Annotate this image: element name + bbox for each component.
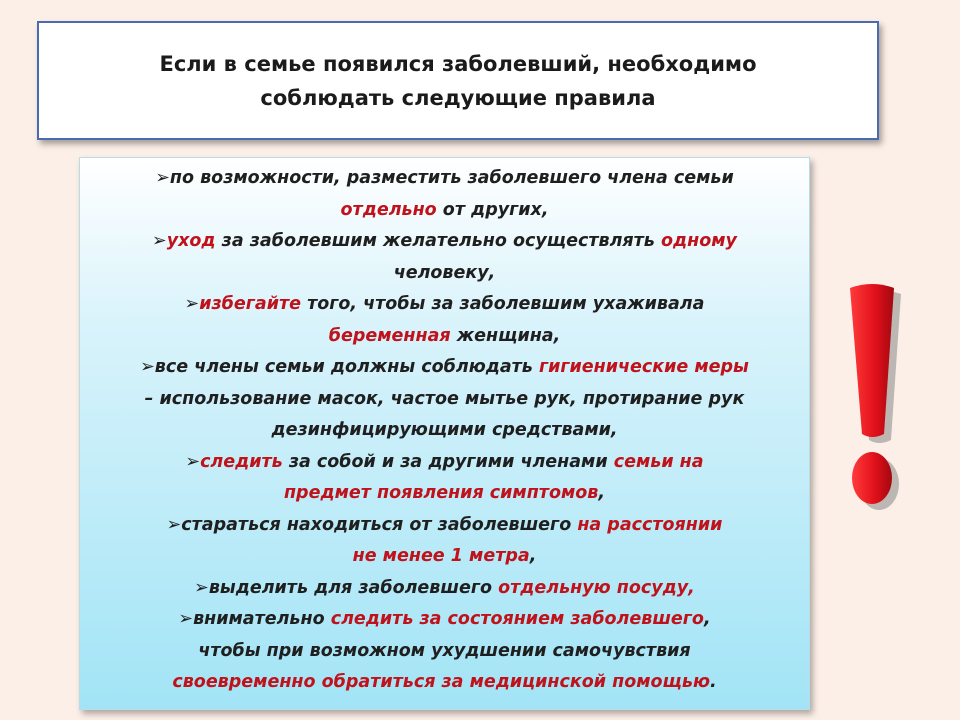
rule-8-highlight-2: своевременно обратиться за медицинской помощью	[172, 672, 710, 692]
bullet-arrow-icon: ➢	[155, 168, 170, 188]
bullet-arrow-icon: ➢	[140, 357, 155, 377]
rule-2-text-1: за заболевшим желательно осуществлять	[221, 231, 655, 251]
rule-6-highlight-1: на расстоянии	[577, 514, 723, 535]
rule-4-text-2: – использование масок, частое мытье рук, протирание рук	[144, 388, 745, 409]
rule-3	[86, 289, 803, 352]
rule-4-text-1: все члены семьи должны соблюдать	[154, 357, 533, 377]
exclamation-dot	[852, 452, 892, 504]
rule-2-highlight-2: одному	[660, 231, 737, 251]
rule-3-text-2: женщина,	[456, 325, 561, 346]
rule-8-text-1: внимательно	[193, 609, 325, 629]
rule-3-text-1: того, чтобы за заболевшим ухаживала	[307, 294, 705, 314]
rule-3-highlight-2: беременная	[328, 325, 451, 346]
rule-1-text-2: от других,	[442, 199, 549, 220]
rule-6-text-2: ,	[529, 546, 537, 566]
title-line-1: Если в семье появился заболевший, необходимо	[159, 51, 757, 76]
bullet-arrow-icon: ➢	[166, 514, 182, 535]
rule-2-text-2: человеку,	[393, 262, 496, 283]
rule-8-highlight-1: следить за состоянием заболевшего	[330, 609, 704, 629]
rule-4	[86, 352, 803, 447]
exclamation-mark-icon	[836, 278, 906, 518]
rule-8-text-3: чтобы при возможном ухудшении самочувствия	[198, 640, 691, 661]
title-box	[37, 21, 879, 140]
bullet-arrow-icon: ➢	[194, 577, 209, 598]
rule-6-highlight-2: не менее 1 метра	[352, 546, 530, 566]
bullet-arrow-icon: ➢	[178, 609, 194, 629]
rule-5-highlight-3: предмет появления симптомов	[283, 483, 599, 503]
rule-1-highlight-1: отдельно	[340, 199, 437, 220]
rule-5-text-2: ,	[598, 483, 606, 503]
rule-5-highlight-2: семьи на	[613, 451, 704, 472]
rule-3-highlight-1: избегайте	[199, 294, 301, 314]
slide-title	[159, 47, 756, 115]
rule-1	[86, 163, 803, 226]
rule-8	[86, 604, 803, 699]
rule-7-highlight-1: отдельную посуду,	[498, 577, 695, 598]
bullet-arrow-icon: ➢	[152, 231, 167, 251]
rule-7	[86, 573, 803, 605]
rule-4-text-3: дезинфицирующими средствами,	[271, 420, 618, 440]
rule-8-text-2: ,	[703, 609, 711, 629]
rule-6	[86, 510, 803, 573]
rule-7-text-1: выделить для заболевшего	[208, 577, 492, 598]
rule-5-text-1: за собой и за другими членами	[288, 451, 608, 472]
bullet-arrow-icon: ➢	[185, 451, 201, 472]
rule-5-highlight-1: следить	[200, 451, 283, 472]
rule-2	[86, 226, 803, 289]
rule-1-text-1: по возможности, разместить заболевшего члена семьи	[169, 168, 734, 188]
rules-box	[79, 157, 810, 710]
title-line-2: соблюдать следующие правила	[260, 85, 656, 110]
rule-2-highlight-1: уход	[166, 231, 216, 251]
rule-6-text-1: стараться находиться от заболевшего	[181, 514, 572, 535]
rule-8-text-4: .	[709, 672, 717, 692]
rule-4-highlight-1: гигиенические меры	[538, 357, 749, 377]
rule-5	[86, 447, 803, 510]
bullet-arrow-icon: ➢	[184, 294, 200, 314]
